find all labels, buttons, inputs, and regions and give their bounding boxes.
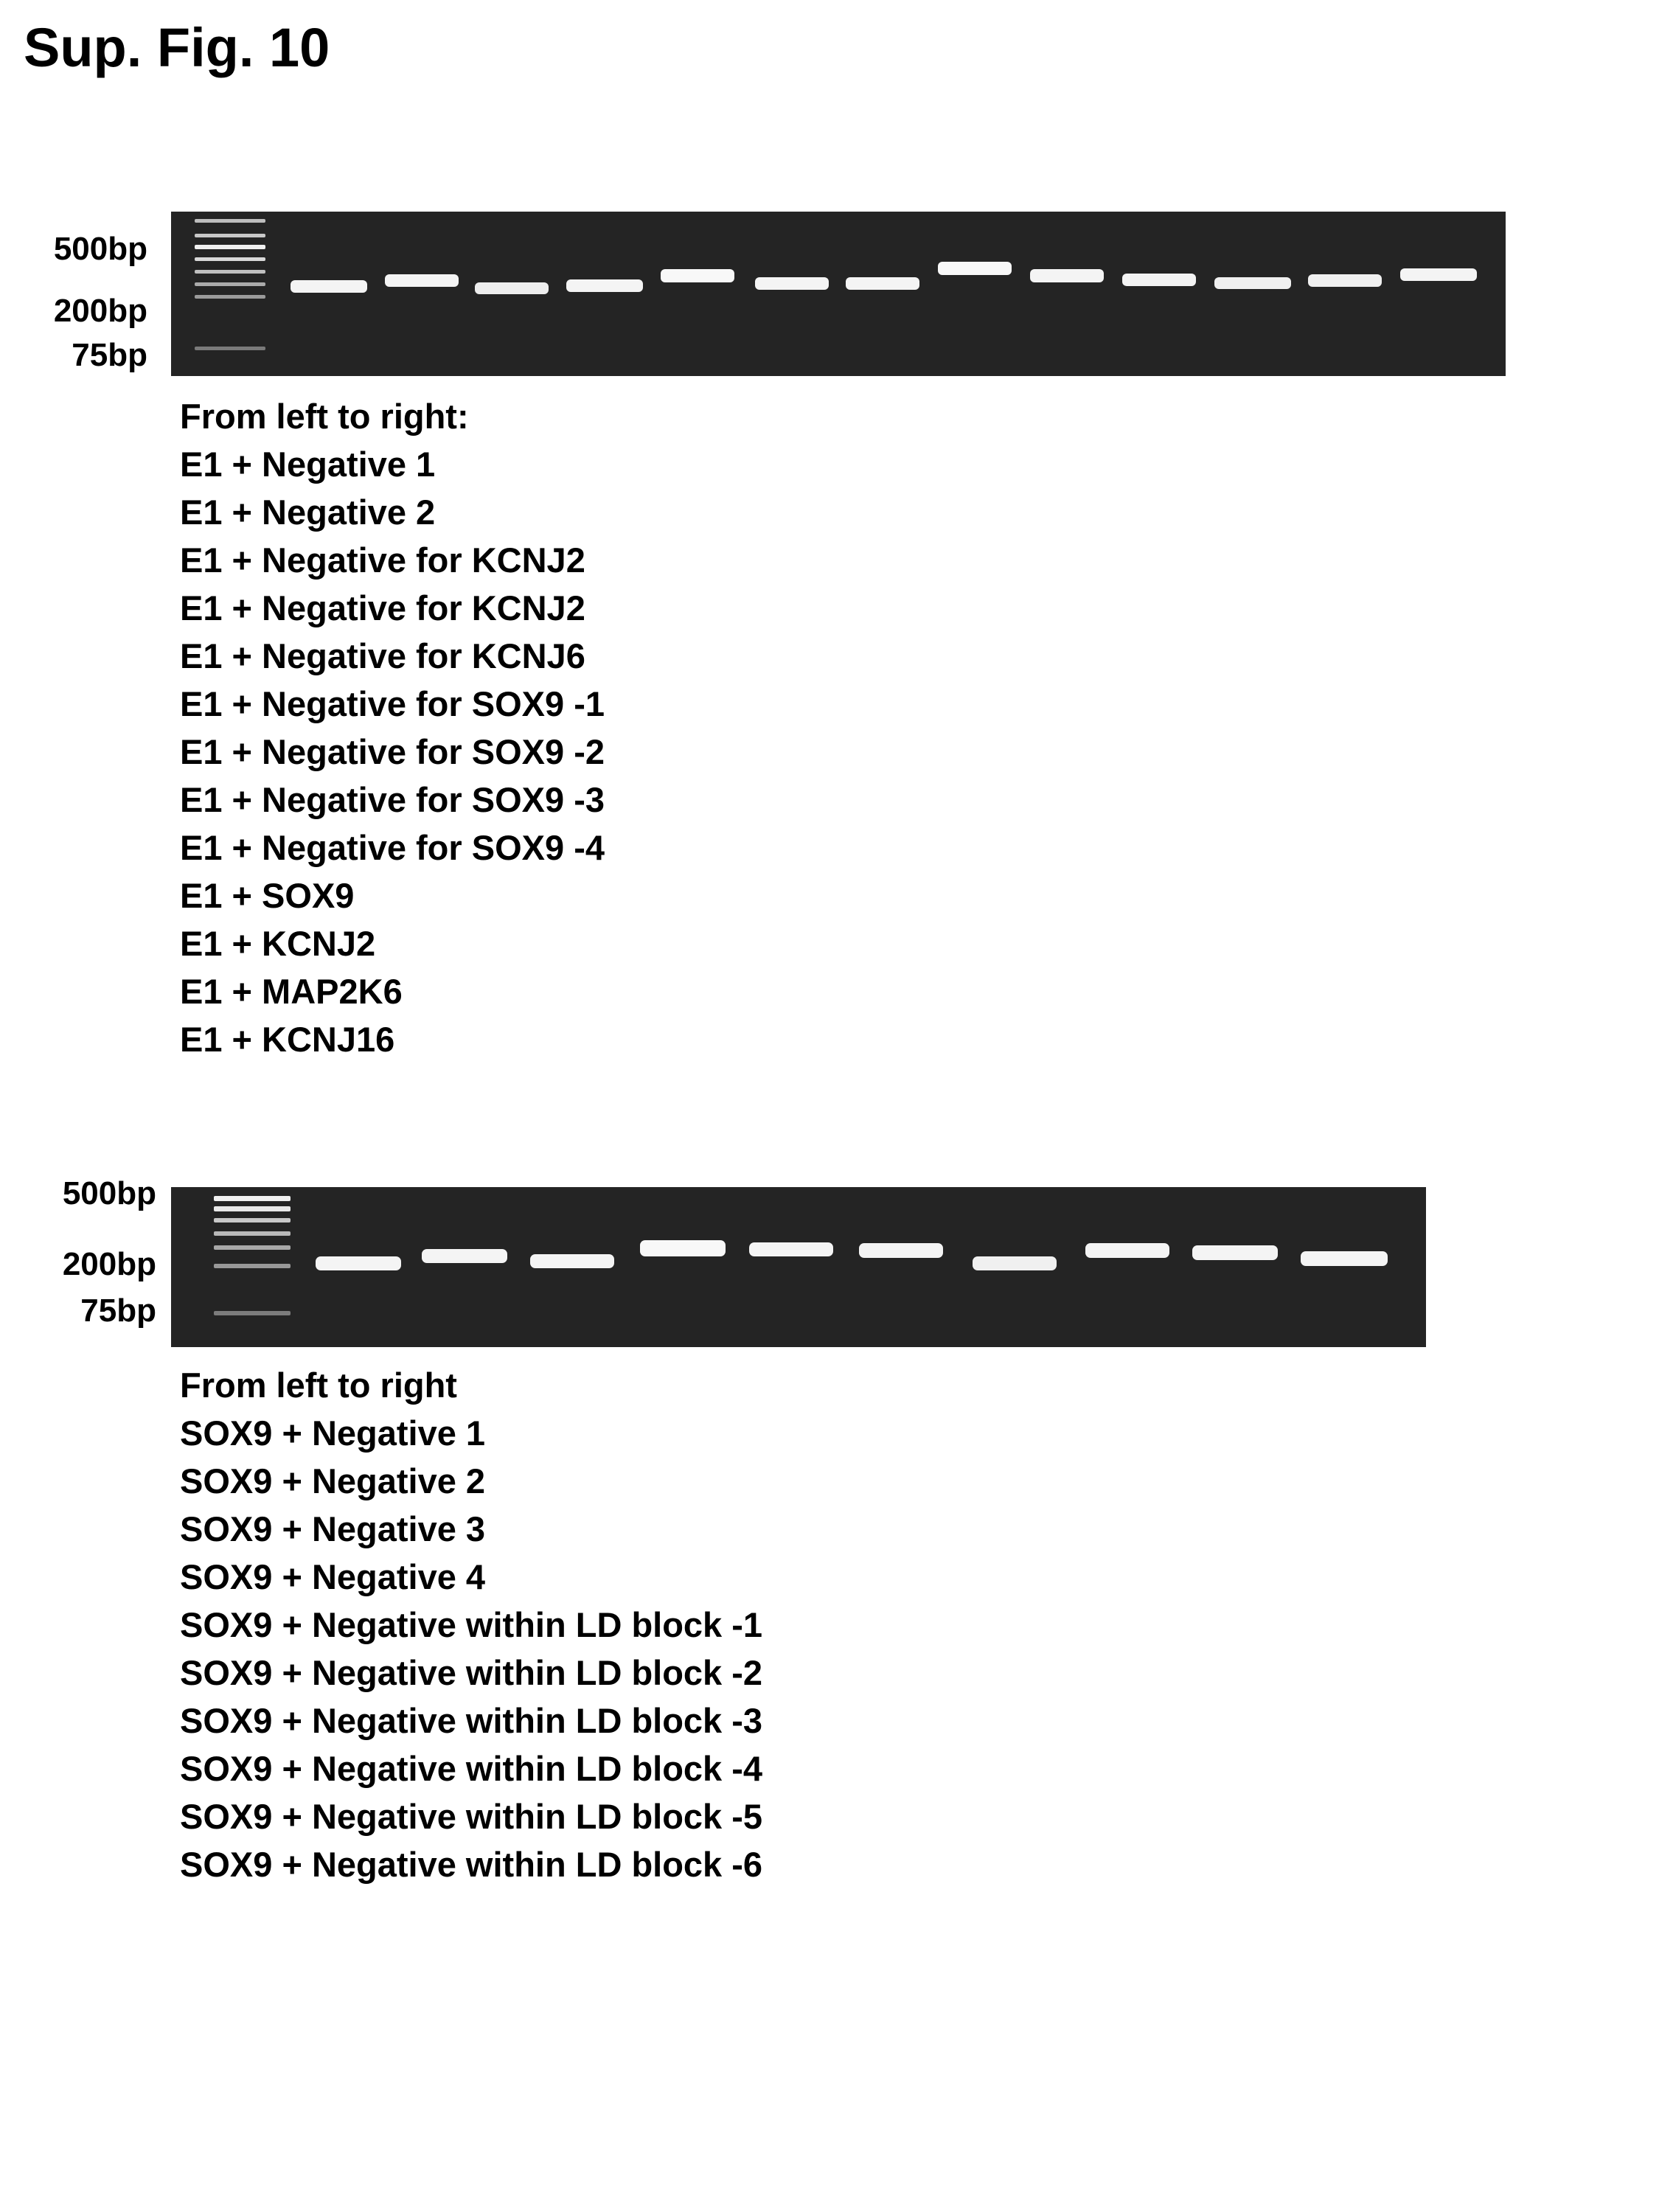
sample-band-lane-10 <box>1301 1251 1388 1266</box>
ladder-band <box>195 219 265 223</box>
legend-panel-2 <box>180 1361 762 1888</box>
legend-header: From left to right <box>180 1366 457 1405</box>
ladder-band <box>195 245 265 249</box>
lane-label: SOX9 + Negative within LD block -6 <box>180 1845 763 1884</box>
lane-label: SOX9 + Negative 1 <box>180 1413 486 1453</box>
legend-header: From left to right: <box>180 397 469 436</box>
sample-band-lane-8 <box>938 262 1012 275</box>
sample-band-lane-7 <box>846 277 919 290</box>
lane-label: E1 + Negative for KCNJ6 <box>180 636 585 675</box>
sample-band-lane-9 <box>1030 269 1104 282</box>
lane-label: E1 + MAP2K6 <box>180 972 403 1011</box>
ladder-band <box>214 1206 291 1211</box>
lane-label: E1 + Negative 2 <box>180 493 436 532</box>
marker-500bp: 500bp <box>53 231 147 267</box>
sample-band-lane-4 <box>640 1240 726 1256</box>
lane-label: E1 + Negative for SOX9 -4 <box>180 828 605 867</box>
sample-band-lane-1 <box>291 280 367 293</box>
ladder-band <box>214 1231 291 1236</box>
sample-band-lane-2 <box>385 274 459 287</box>
ladder-band <box>195 282 265 286</box>
ladder-band <box>195 347 265 350</box>
sample-band-lane-4 <box>566 279 643 292</box>
sample-band-lane-3 <box>475 282 549 294</box>
gel-image-2 <box>171 1187 1426 1347</box>
sample-band-lane-9 <box>1192 1245 1278 1260</box>
lane-label: E1 + Negative for SOX9 -3 <box>180 780 605 819</box>
lane-label: SOX9 + Negative within LD block -4 <box>180 1749 763 1788</box>
sample-band-lane-11 <box>1214 277 1291 289</box>
ladder-band <box>214 1245 291 1250</box>
ladder-band <box>195 257 265 261</box>
sample-band-lane-6 <box>755 277 829 290</box>
lane-label: SOX9 + Negative within LD block -1 <box>180 1605 763 1644</box>
marker-200bp: 200bp <box>62 1246 156 1282</box>
lane-label: SOX9 + Negative 4 <box>180 1557 486 1596</box>
marker-200bp: 200bp <box>53 293 147 329</box>
ladder-band <box>214 1264 291 1268</box>
lane-label: E1 + Negative 1 <box>180 445 436 484</box>
lane-label: SOX9 + Negative 3 <box>180 1509 486 1548</box>
lane-label: E1 + Negative for KCNJ2 <box>180 540 585 580</box>
gel-image-1 <box>171 212 1506 376</box>
ladder-band <box>195 234 265 237</box>
ladder-band <box>214 1218 291 1222</box>
lane-label: E1 + SOX9 <box>180 876 355 915</box>
sample-band-lane-5 <box>749 1242 833 1256</box>
gel-2-svg <box>171 1187 1426 1347</box>
gel-1-svg <box>171 212 1506 376</box>
lane-label: E1 + Negative for SOX9 -1 <box>180 684 605 723</box>
ladder-band <box>214 1196 291 1201</box>
gel-1-background <box>171 212 1506 376</box>
figure-title: Sup. Fig. 10 <box>24 17 330 78</box>
lane-label: E1 + KCNJ16 <box>180 1020 395 1059</box>
lane-label: E1 + Negative for SOX9 -2 <box>180 732 605 771</box>
sample-band-lane-8 <box>1085 1243 1169 1258</box>
lane-label: SOX9 + Negative within LD block -2 <box>180 1653 763 1692</box>
lane-label: E1 + Negative for KCNJ2 <box>180 588 585 627</box>
sample-band-lane-7 <box>973 1256 1057 1270</box>
ladder-band <box>195 295 265 299</box>
sample-band-lane-1 <box>316 1256 401 1270</box>
sample-band-lane-13 <box>1400 268 1477 281</box>
sample-band-lane-3 <box>530 1254 614 1268</box>
sample-band-lane-2 <box>422 1249 507 1263</box>
ladder-band <box>214 1311 291 1315</box>
lane-label: SOX9 + Negative within LD block -3 <box>180 1701 763 1740</box>
ladder-band <box>195 270 265 274</box>
marker-75bp: 75bp <box>80 1293 156 1329</box>
sample-band-lane-6 <box>859 1243 943 1258</box>
lane-label: SOX9 + Negative within LD block -5 <box>180 1797 763 1836</box>
marker-75bp: 75bp <box>72 337 147 373</box>
sample-band-lane-10 <box>1122 274 1196 286</box>
sample-band-lane-12 <box>1308 274 1382 287</box>
legend-panel-1 <box>180 392 605 1063</box>
marker-500bp: 500bp <box>62 1175 156 1211</box>
lane-label: SOX9 + Negative 2 <box>180 1461 486 1500</box>
sample-band-lane-5 <box>661 269 734 282</box>
lane-label: E1 + KCNJ2 <box>180 924 376 963</box>
